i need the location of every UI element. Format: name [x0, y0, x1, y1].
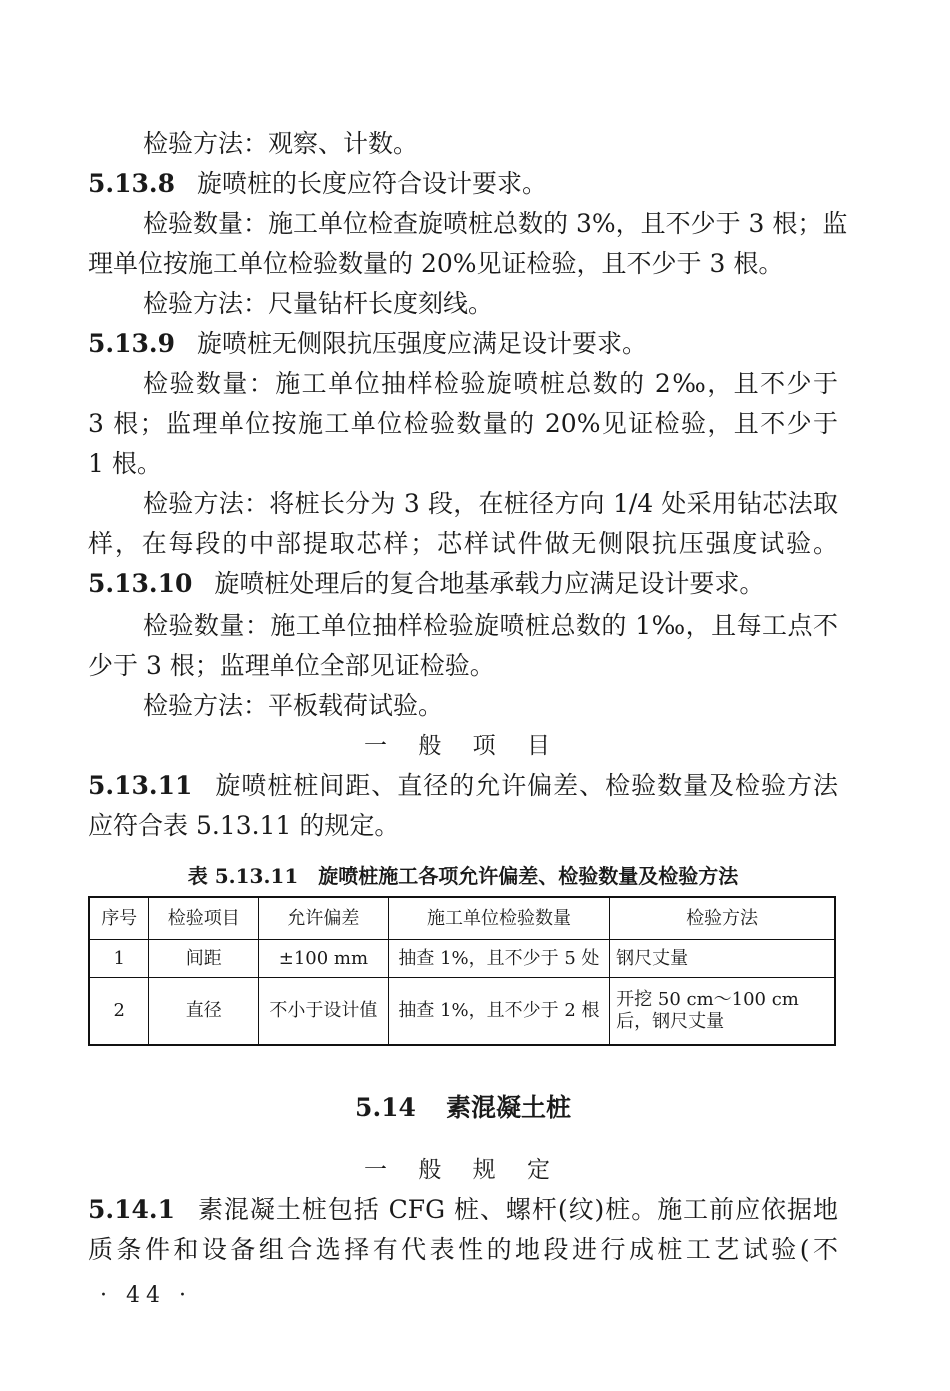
paragraph-line: 理单位按施工单位检验数量的 20%见证检验，且不少于 3 根。	[88, 249, 784, 278]
table-cell: 不小于设计值	[259, 978, 389, 1046]
paragraph-line: 应符合表 5.13.11 的规定。	[88, 811, 400, 840]
subheading-general-provisions: 一 般 规 定	[364, 1157, 562, 1183]
clause-number: 5.13.11	[88, 771, 193, 800]
clause-text: 旋喷桩的长度应符合设计要求。	[197, 169, 548, 198]
clause-text: 旋喷桩桩间距、直径的允许偏差、检验数量及检验方法	[214, 771, 838, 800]
table-cell: ±100 mm	[259, 940, 389, 978]
table-cell: 开挖 50 cm～100 cm 后，钢尺丈量	[610, 978, 835, 1046]
clause-5-13-8	[88, 164, 838, 204]
table-cell: 间距	[149, 940, 259, 978]
clause-5-14-1	[88, 1190, 838, 1230]
table-cell: 2	[89, 978, 149, 1046]
clause-text: 素混凝土桩包括 CFG 桩、螺杆(纹)桩。施工前应依据地	[197, 1195, 838, 1224]
table-cell: 钢尺丈量	[610, 940, 835, 978]
table-header-row	[89, 897, 835, 940]
clause-5-13-9	[88, 324, 838, 364]
clause-text: 旋喷桩处理后的复合地基承载力应满足设计要求。	[214, 569, 765, 598]
paragraph-line: 检验数量：施工单位检查旋喷桩总数的 3%，且不少于 3 根；监	[143, 209, 848, 238]
table-header-cell: 序号	[89, 897, 149, 940]
tolerance-table	[88, 896, 836, 1046]
clause-number: 5.13.9	[88, 329, 175, 358]
paragraph-line: 样，在每段的中部提取芯样；芯样试件做无侧限抗压强度试验。	[88, 529, 838, 558]
paragraph-line: 少于 3 根；监理单位全部见证检验。	[88, 651, 495, 680]
section-heading-5-14	[88, 1088, 838, 1128]
table-caption: 表 5.13.11 旋喷桩施工各项允许偏差、检验数量及检验方法	[187, 864, 739, 888]
paragraph-line: 检验方法：观察、计数。	[143, 129, 419, 158]
table-cell: 1	[89, 940, 149, 978]
table-header-cell: 检验方法	[610, 897, 835, 940]
table-header-cell: 允许偏差	[259, 897, 389, 940]
clause-5-13-11	[88, 766, 838, 806]
table-row	[89, 978, 835, 1046]
clause-number: 5.13.8	[88, 169, 175, 198]
table-cell: 抽查 1%，且不少于 2 根	[388, 978, 609, 1046]
table-row	[89, 940, 835, 978]
subheading-general-items: 一 般 项 目	[364, 733, 562, 759]
table-cell: 抽查 1%，且不少于 5 处	[388, 940, 609, 978]
paragraph-line: 检验方法：尺量钻杆长度刻线。	[143, 289, 494, 318]
page-number: · 44 ·	[100, 1283, 192, 1308]
table-header-cell: 检验项目	[149, 897, 259, 940]
paragraph-line: 检验数量：施工单位抽样检验旋喷桩总数的 1‰，且每工点不	[143, 611, 838, 640]
clause-text: 旋喷桩无侧限抗压强度应满足设计要求。	[197, 329, 648, 358]
section-title: 素混凝土桩	[445, 1093, 571, 1122]
paragraph-line: 检验方法：将桩长分为 3 段，在桩径方向 1/4 处采用钻芯法取	[143, 489, 838, 518]
table-cell: 直径	[149, 978, 259, 1046]
table-header-cell: 施工单位检验数量	[388, 897, 609, 940]
paragraph-line: 3 根；监理单位按施工单位检验数量的 20%见证检验，且不少于	[88, 409, 838, 438]
section-number: 5.14	[355, 1093, 416, 1122]
paragraph-line: 1 根。	[88, 449, 162, 478]
paragraph-line: 质条件和设备组合选择有代表性的地段进行成桩工艺试验(不	[88, 1235, 838, 1264]
paragraph-line: 检验方法：平板载荷试验。	[143, 691, 444, 720]
clause-number: 5.14.1	[88, 1195, 175, 1224]
clause-5-13-10	[88, 564, 838, 604]
paragraph-line: 检验数量：施工单位抽样检验旋喷桩总数的 2‰，且不少于	[143, 369, 838, 398]
clause-number: 5.13.10	[88, 569, 193, 598]
